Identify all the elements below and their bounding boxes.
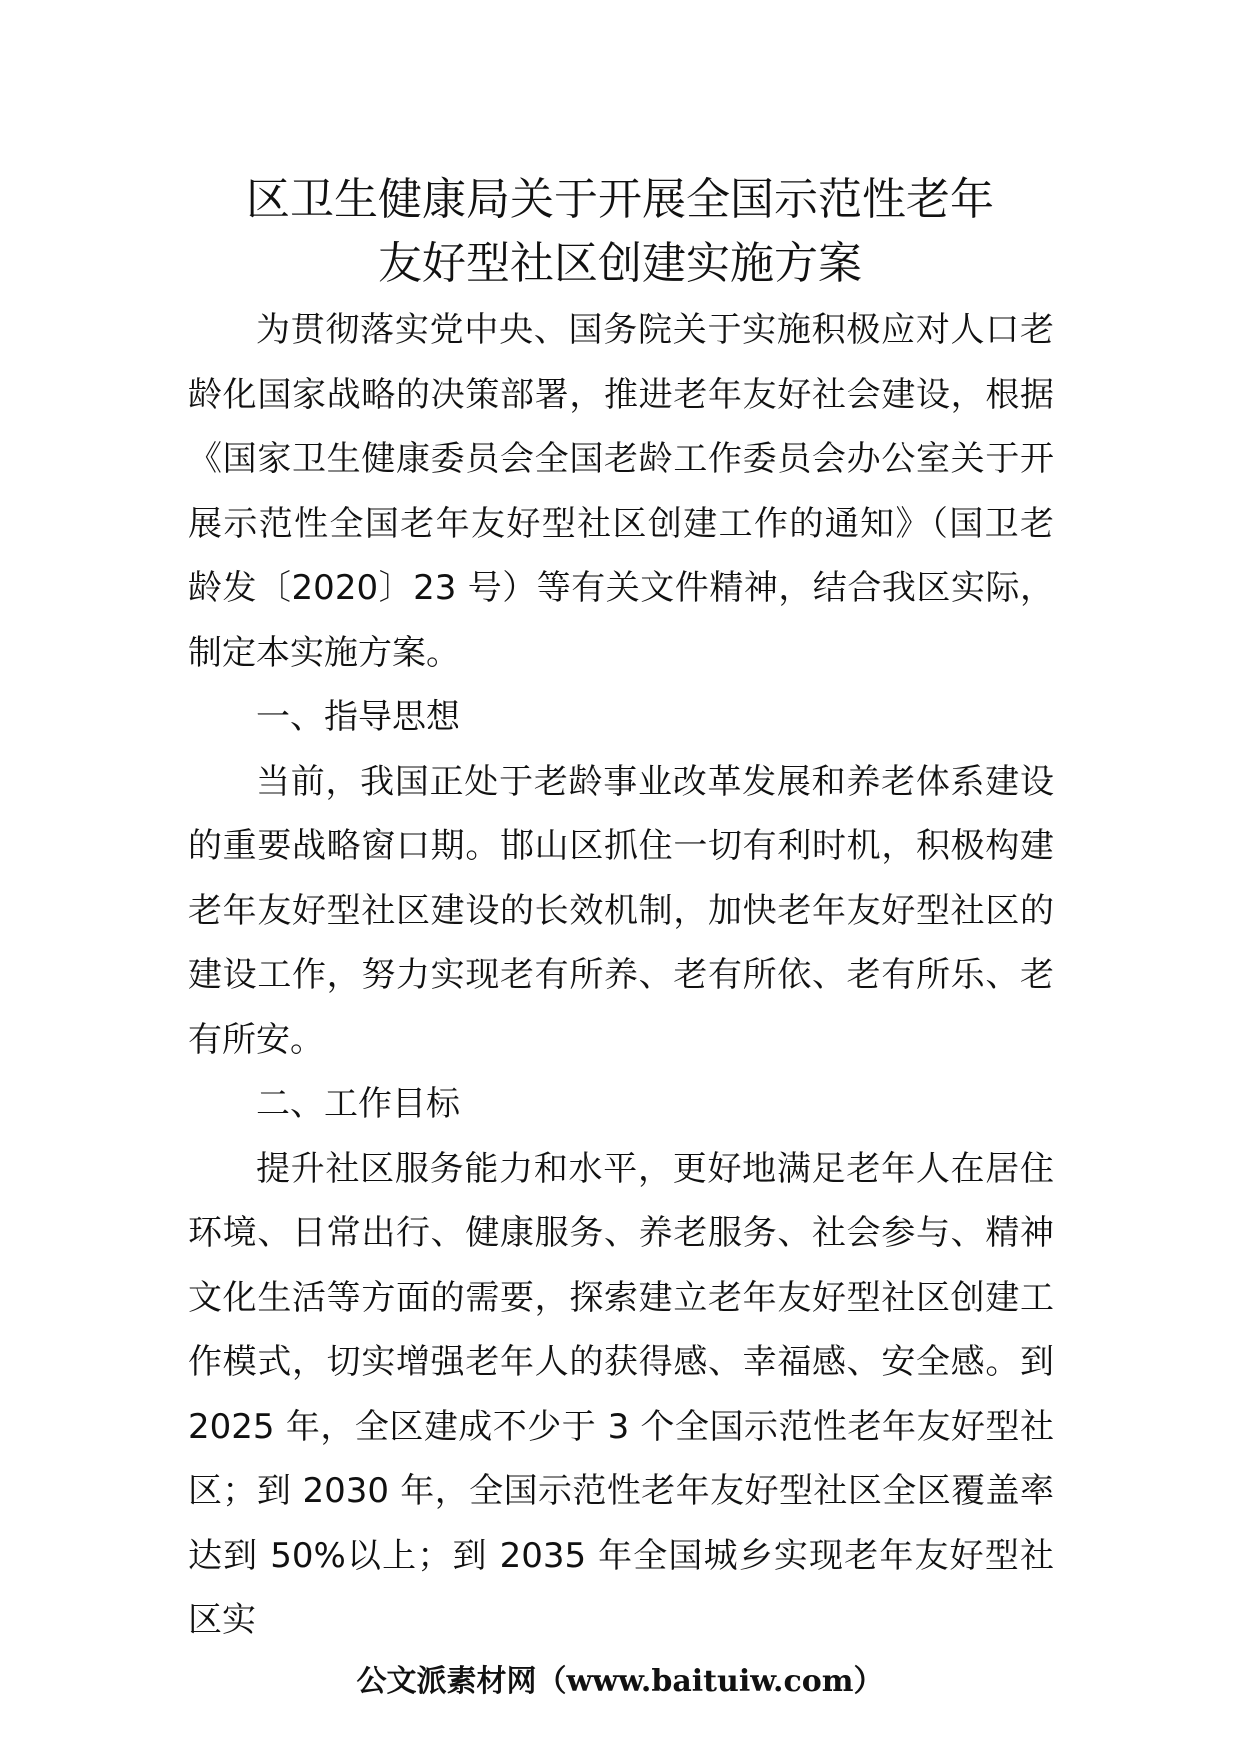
document-body (188, 298, 1054, 1653)
document-title (186, 168, 1054, 296)
footer-watermark: 公文派素材网（www.baituiw.com） (356, 1664, 884, 1699)
section-heading-guiding-ideology: 一、指导思想 (256, 697, 460, 737)
document-title-line-1: 区卫生健康局关于开展全国示范性老年 (246, 174, 994, 225)
section-heading-work-goals: 二、工作目标 (256, 1084, 460, 1124)
document-title-line-2: 友好型社区创建实施方案 (378, 238, 862, 289)
guiding-ideology-paragraph: 当前，我国正处于老龄事业改革发展和养老体系建设的重要战略窗口期。邯山区抓住一切有利时机，积极构建老年友好型社区建设的长效机制，加快老年友好型社区的建设工作，努力实现老有所养、老有所依、老有所乐、老有所安。 (188, 761, 1054, 1060)
intro-paragraph: 为贯彻落实党中央、国务院关于实施积极应对人口老龄化国家战略的决策部署，推进老年友好社会建设，根据《国家卫生健康委员会全国老龄工作委员会办公室关于开展示范性全国老年友好型社区创建工作的通知》（国卫老龄发〔2020〕23 号）等有关文件精神，结合我区实际，制定本实施方案。 (188, 310, 1054, 673)
work-goals-paragraph: 提升社区服务能力和水平，更好地满足老年人在居住环境、日常出行、健康服务、养老服务、社会参与、精神文化生活等方面的需要，探索建立老年友好型社区创建工作模式，切实增强老年人的获得感、幸福感、安全感。到 2025 年，全区建成不少于 3 个全国示范性老年友好型社区；到 2030 年，全国示范性老年友好型社区全区覆盖率达到 50%以上；到 2035 年全国城乡实现老年友好型社区实 (188, 1148, 1054, 1640)
